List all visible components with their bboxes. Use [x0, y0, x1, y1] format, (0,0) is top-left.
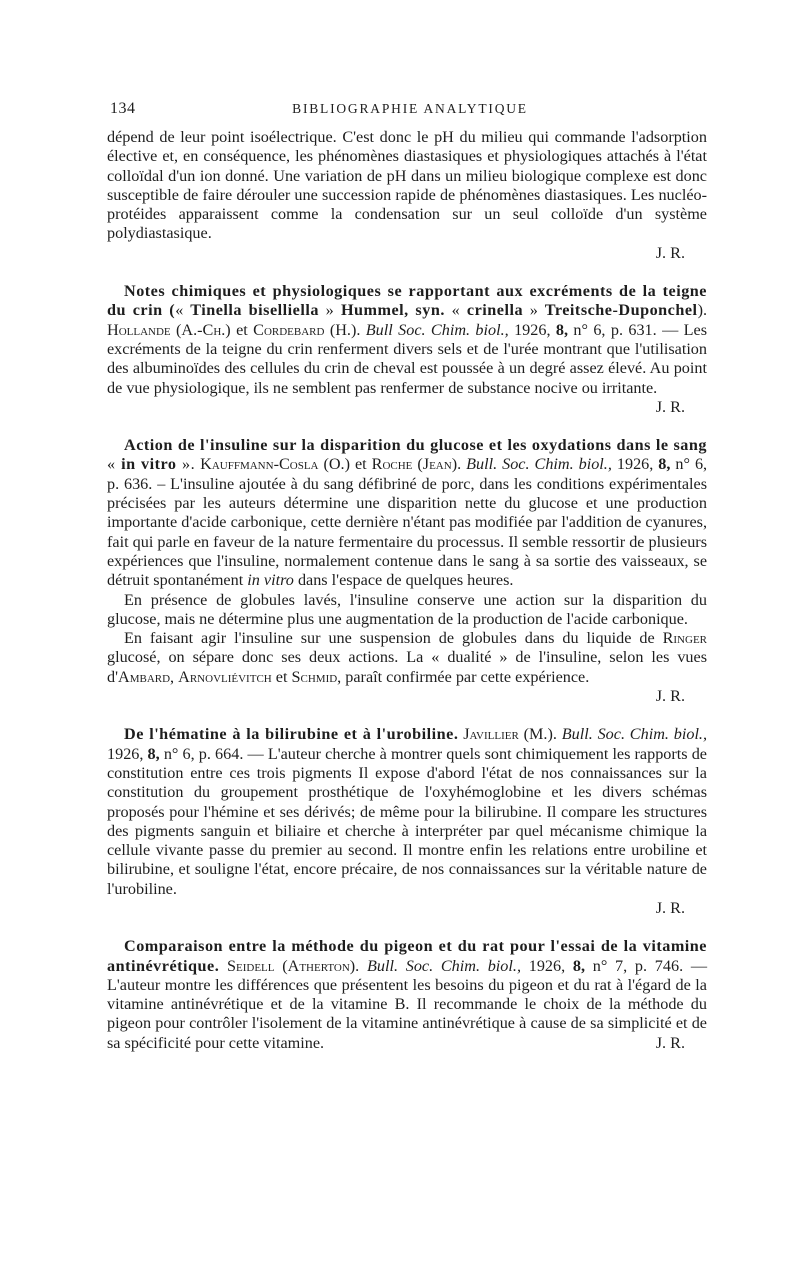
author-name: Roche	[371, 455, 413, 474]
page-number: 134	[110, 100, 136, 117]
author-name: Hollande	[107, 320, 171, 339]
article-title: Action de l'insuline sur la disparition du glucose et les oxydations dans le sang « in vitro ».	[107, 436, 707, 474]
article-insuline	[107, 436, 707, 706]
article-signature: J. R.	[655, 687, 685, 706]
journal-citation: Bull. Soc. Chim. biol.,	[466, 455, 612, 474]
article-signature: J. R.	[655, 898, 685, 917]
article-text: — Les excréments de la teigne du crin renferment divers sels et de l'urée montrant que l'utilisation des albuminoïdes des cellules du crin de cheval est poussée à un degré assez élevé. Au point de vue physiologique, ils ne semblent pas renfermer de substance nocive ou irritante.	[107, 320, 708, 397]
article-signature: J. R.	[655, 397, 685, 416]
running-head: BIBLIOGRAPHIE ANALYTIQUE	[292, 101, 528, 116]
intro-paragraph	[107, 128, 707, 263]
article-hematine	[107, 725, 707, 918]
article-text: — L'auteur cherche à montrer quels sont chimiquement les rapports de constitution entre ces trois pigments Il expose d'abord l'état de nos connaissances sur la constitution du groupement prosthétique de l'oxyhémoglobine et les divers schémas proposés pour l'hémine et ses dérivés; de même pour la bilirubine. Il compare les structures des pigments sanguin et biliaire et cherche à interpréter par quel mécanisme chimique la cellule vivante passe du premier au second. Il montre enfin les relations entre urobiline et bilirubine, et souligne l'état, encore précaire, de nos connaissances sur la véritable nature de l'urobiline.	[107, 744, 707, 898]
article-text: — L'auteur montre les différences que présentent les besoins du pigeon et du rat à l'égard de la vitamine antinévrétique et de la vitamine B. Il recommande le choix de la méthode du pigeon pour contrôler l'isolement de la vitamine antinévrétique à cause de sa simplicité et de sa spécificité pour cette vitamine.	[107, 956, 708, 1052]
journal-citation: Bull. Soc. Chim. biol.,	[366, 956, 521, 975]
article-teigne	[107, 282, 707, 417]
journal-citation: Bull Soc. Chim. biol.,	[365, 320, 509, 339]
article-vitamine	[107, 937, 707, 1053]
article-insuline-paragraph-2: En présence de globules lavés, l'insuline conserve une action sur la disparition du glucose, mais ne détermine plus une augmentation de la production de l'acide carbonique.	[107, 590, 707, 628]
article-signature: J. R.	[655, 1033, 685, 1052]
author-name: Javillier	[463, 725, 519, 744]
page-header	[110, 100, 710, 124]
article-insuline-paragraph: Action de l'insuline sur la disparition du glucose et les oxydations dans le sang « in vitro ». Kauffmann-Cosla (O.) et Roche (Jean). Bull. Soc. Chim. biol., 1926, 8, n° 6, p. 636. – L'insuline ajoutée à du sang défibriné de porc, dans les conditions expérimentales précisées par les auteurs détermine une disparition nette du glucose et une production importante d'acide carbonique, cette dernière n'étant pas modifiée par l'addition de cyanures, fait qui parle en faveur de la nature fermentaire du processus. Il semble ressortir de plusieurs expériences que l'insuline, normalement contenue dans le sang à sa sortie des vaisseaux, se détruit spontanément in vitro dans l'espace de quelques heures.	[107, 436, 708, 590]
author-name: Seidell	[227, 956, 275, 975]
article-title: De l'hématine à la bilirubine et à l'urobiline.	[124, 725, 459, 744]
intro-signature: J. R.	[655, 243, 685, 262]
page-body	[107, 128, 707, 1053]
author-name: Kauffmann-Cosla	[200, 455, 319, 474]
article-title: Comparaison entre la méthode du pigeon et du rat pour l'essai de la vitamine antinévrétique.	[107, 937, 707, 975]
article-text: – L'insuline ajoutée à du sang défibriné de porc, dans les conditions expérimentales précisées par les auteurs détermine une disparition nette du glucose et une production importante d'acide carbonique, cette dernière n'étant pas modifiée par l'addition de cyanures, fait qui parle en faveur de la nature fermentaire du processus. Il semble ressortir de plusieurs expériences que l'insuline, normalement contenue dans le sang à sa sortie des vaisseaux, se détruit spontanément	[107, 474, 708, 590]
author-name: Cordebard	[253, 320, 325, 339]
journal-citation: Bull. Soc. Chim. biol.,	[561, 725, 708, 744]
intro-text: dépend de leur point isoélectrique. C'est donc le pH du milieu qui commande l'adsorption élective et, en conséquence, les phénomènes diastasiques et physiologiques attachés à l'état colloïdal d'un ion donné. Une variation de pH dans un milieu biologique complexe est donc susceptible de faire dérouler une succession rapide de phénomènes diastasiques. Les nucléo-protéides apparaissent comme la condensation sur un seul colloïde d'un système polydiastasique.	[107, 128, 707, 243]
article-teigne-paragraph: Notes chimiques et physiologiques se rapportant aux excréments de la teigne du crin (« Tinella biselliella » Hummel, syn. « crinella » Treitsche-Duponchel). Hollande (A.-Ch.) et Cordebard (H.). Bull Soc. Chim. biol., 1926, 8, n° 6, p. 631. — Les excréments de la teigne du crin renferment divers sels et de l'urée montrant que l'utilisation des albuminoïdes des cellules du crin de cheval est poussée à un degré assez élevé. Au point de vue physiologique, ils ne semblent pas renfermer de substance nocive ou irritante.	[107, 282, 708, 397]
article-hematine-paragraph: De l'hématine à la bilirubine et à l'urobiline. Javillier (M.). Bull. Soc. Chim. biol., 1926, 8, n° 6, p. 664. — L'auteur cherche à montrer quels sont chimiquement les rapports de constitution entre ces trois pigments Il expose d'abord l'état de nos connaissances sur la constitution du groupement prosthétique de l'oxyhémoglobine et les divers schémas proposés pour l'hémine et ses dérivés; de même pour la bilirubine. Il compare les structures des pigments sanguin et biliaire et cherche à interpréter par quel mécanisme chimique la cellule vivante passe du premier au second. Il montre enfin les relations entre urobiline et bilirubine, et souligne l'état, encore précaire, de nos connaissances sur la véritable nature de l'urobiline.	[107, 725, 708, 898]
article-insuline-paragraph-3: En faisant agir l'insuline sur une suspension de globules dans du liquide de Ringer glucosé, on sépare donc ses deux actions. La « dualité » de l'insuline, selon les vues d'Ambard, Arnovliévitch et Schmid, paraît confirmée par cette expérience.	[107, 629, 707, 686]
article-title: Notes chimiques et physiologiques se rapportant aux excréments de la teigne du crin (« Tinella biselliella » Hummel, syn. « crinella » Treitsche-Duponchel	[107, 282, 707, 320]
article-vitamine-paragraph: Comparaison entre la méthode du pigeon et du rat pour l'essai de la vitamine antinévrétique. Seidell (Atherton). Bull. Soc. Chim. biol., 1926, 8, n° 7, p. 746. — L'auteur montre les différences que présentent les besoins du pigeon et du rat à l'égard de la vitamine antinévrétique et de la vitamine B. Il recommande le choix de la méthode du pigeon pour contrôler l'isolement de la vitamine antinévrétique à cause de sa simplicité et de sa spécificité pour cette vitamine. J. R.	[107, 937, 708, 1052]
